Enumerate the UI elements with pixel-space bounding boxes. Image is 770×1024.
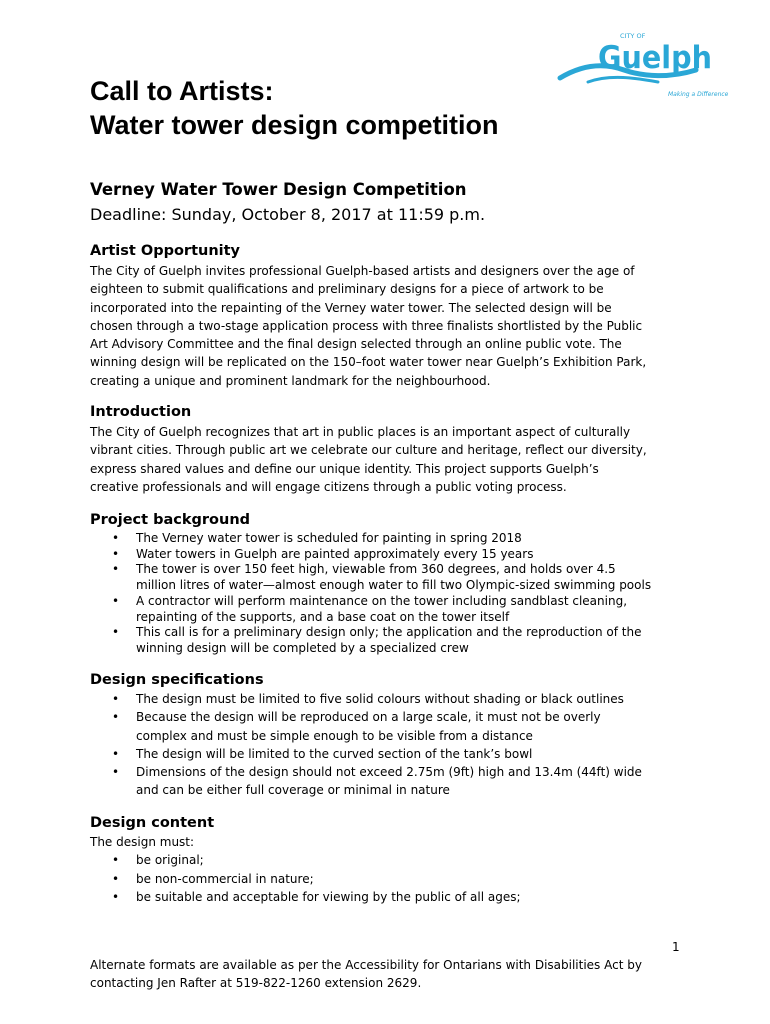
competition-heading: Verney Water Tower Design Competition: [90, 180, 467, 199]
text-line: The City of Guelph recognizes that art in public places is an important aspect of culturally: [90, 425, 631, 439]
footer-line: Alternate formats are available as per the Accessibility for Ontarians with Disabilities Act by: [90, 958, 642, 972]
list-item: • Dimensions of the design should not exceed 2.75m (9ft) high and 13.4m (44ft) wide and can be either full coverage or minimal in nature: [90, 763, 690, 800]
logo-name: Guelph: [598, 40, 712, 76]
text-line: winning design will be replicated on the 150–foot water tower near Guelph’s Exhibition Park,: [90, 355, 647, 370]
text-line: chosen through a two-stage application process with three finalists shortlisted by the Public: [90, 318, 643, 333]
section-heading: Design specifications: [90, 672, 264, 688]
section-heading: Artist Opportunity: [90, 243, 241, 259]
list-item: • The design must be limited to five solid colours without shading or black outlines: [90, 690, 690, 708]
list-item: • be suitable and acceptable for viewing by the public of all ages;: [90, 888, 690, 906]
logo-city-of: CITY OF: [620, 32, 646, 40]
title-line-2: Water tower design competition: [90, 110, 499, 140]
text-line: creative professionals and will engage citizens through a public voting process.: [90, 479, 567, 494]
text-line: Art Advisory Committee and the final design selected through an online public vote. The: [90, 337, 622, 352]
list-item: • The tower is over 150 feet high, viewable from 360 degrees, and holds over 4.5 million litres of water—almost enough water to fill two Olympic-sized swimming pools: [90, 562, 690, 593]
section-heading: Introduction: [90, 404, 192, 420]
section-design-content: [90, 815, 690, 906]
text-line: incorporated into the repainting of the Verney water tower. The selected design will be: [90, 300, 612, 315]
title-line-1: Call to Artists:: [90, 76, 274, 106]
list-item: • Because the design will be reproduced on a large scale, it must not be overly complex and must be simple enough to be visible from a distance: [90, 708, 690, 745]
footer-line: contacting Jen Rafter at 519-822-1260 extension 2629.: [90, 976, 422, 990]
text-line: creating a unique and prominent landmark for the neighbourhood.: [90, 373, 491, 388]
section-project-background: [90, 512, 690, 657]
list-item: • The design will be limited to the curved section of the tank’s bowl: [90, 745, 690, 763]
text-line: express shared values and define our unique identity. This project supports Guelph’s: [90, 461, 599, 476]
logo-wave-small-icon: [588, 77, 658, 82]
list-item: • be non-commercial in nature;: [90, 870, 690, 888]
section-heading: Design content: [90, 815, 215, 831]
text-line: eighteen to submit qualifications and preliminary designs for a piece of artwork to be: [90, 282, 604, 297]
accessibility-footer: [90, 956, 690, 992]
page-title: [90, 74, 499, 142]
text-line: The City of Guelph invites professional Guelph-based artists and designers over the age of: [90, 264, 635, 278]
text-line: vibrant cities. Through public art we celebrate our culture and heritage, reflect our diversity,: [90, 443, 647, 458]
logo-tagline: Making a Difference: [668, 91, 729, 98]
section-artist-opportunity: [90, 243, 690, 390]
page-number: 1: [672, 940, 680, 954]
list-item: • The Verney water tower is scheduled for painting in spring 2018: [90, 531, 690, 547]
deadline-block: [90, 205, 690, 224]
deadline: Deadline: Sunday, October 8, 2017 at 11:59 p.m.: [90, 205, 486, 224]
city-of-guelph-logo: [558, 26, 729, 102]
list-item: • This call is for a preliminary design only; the application and the reproduction of the winning design will be completed by a specialized crew: [90, 625, 690, 656]
list-item: • A contractor will perform maintenance on the tower including sandblast cleaning, repainting of the supports, and a base coat on the tower itself: [90, 594, 690, 625]
list-item: • Water towers in Guelph are painted approximately every 15 years: [90, 547, 690, 563]
list-item: • be original;: [90, 851, 690, 869]
competition-header: [90, 180, 690, 199]
content-intro: The design must:: [90, 835, 195, 849]
section-introduction: [90, 404, 690, 496]
section-design-specifications: [90, 672, 690, 800]
section-heading: Project background: [90, 512, 251, 528]
